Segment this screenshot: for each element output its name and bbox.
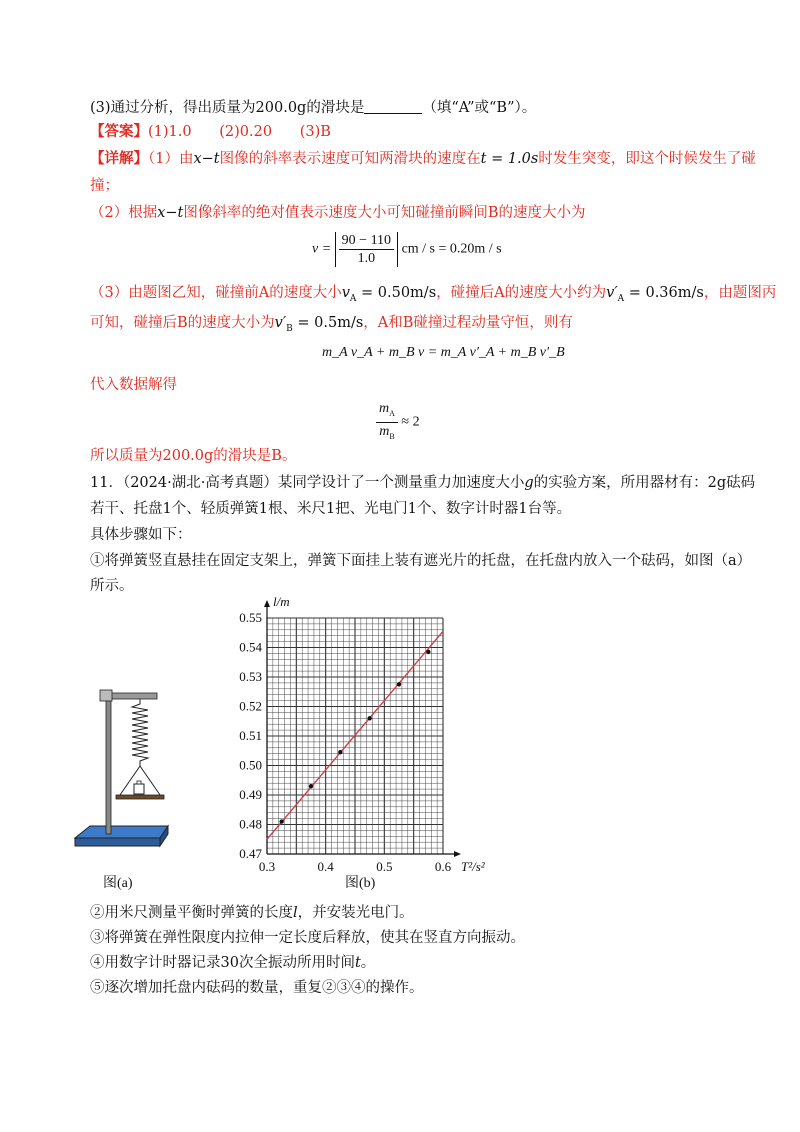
question-11-line3: 具体步骤如下： [90,527,192,543]
x-tick-label: 0.3 [258,859,276,874]
data-point [367,716,371,720]
detail-1: 【详解】（1）由x−t图像的斜率表示速度可知两滑块的速度在t = 1.0s时发生突变，即这个时候发生了碰 [90,150,756,167]
detail-1-cont: 撞； [90,178,119,194]
step-3: ③将弹簧在弹性限度内拉伸一定长度后释放，使其在竖直方向振动。 [90,930,525,946]
figure-b-caption: 图(b) [345,876,376,891]
y-tick-label: 0.52 [239,698,262,714]
question-3: (3)通过分析，得出质量为200.0g的滑块是 （填“A”或“B”）。 [90,100,537,116]
detail-conclusion: 所以质量为200.0g的滑块是B。 [90,448,297,464]
question-11-line2: 若干、托盘1个、轻质弹簧1根、米尺1把、光电门1个、数字计时器1台等。 [90,501,572,517]
y-tick-label: 0.49 [239,787,262,802]
figure-a-caption: 图(a) [103,876,133,891]
step-1-cont: 所示。 [90,578,134,594]
data-point [279,819,283,823]
y-tick-label: 0.48 [239,816,262,832]
weight [134,784,144,794]
y-axis-arrow [264,600,270,607]
apparatus-post [106,694,111,834]
question-11-line1: 11．（2024·湖北·高考真题）某同学设计了一个测量重力加速度大小g的实验方案，所用器材有：2g砝码 [90,475,756,491]
step-2: ②用米尺测量平衡时弹簧的长度l，并安装光电门。 [90,905,414,921]
y-tick-label: 0.51 [239,728,262,743]
y-tick-label: 0.55 [239,610,262,625]
x-tick-label: 0.5 [376,859,393,874]
step-5: ⑤逐次增加托盘内砝码的数量，重复②③④的操作。 [90,980,424,996]
tray [116,795,164,799]
data-point [338,750,342,754]
x-axis-arrow [454,851,461,857]
answer-blank [364,99,422,114]
step-4: ④用数字计时器记录30次全振动所用时间t。 [90,955,376,971]
y-tick-label: 0.54 [239,639,262,655]
x-axis-label: T²/s² [461,859,485,874]
detail-label: 【详解】 [90,150,148,167]
equation-momentum: m_A v_A + m_B v = m_A v′_A + m_B v′_B [322,345,565,360]
spring [132,699,148,766]
y-tick-label: 0.50 [239,757,262,773]
data-point [309,784,313,788]
answer-label: 【答案】 [90,123,148,140]
equation-velocity: v = $\frac{90 - 110}{1.0}$ cm / s = 0.20m / s [312,233,502,266]
x-tick-label: 0.6 [434,859,452,874]
equation-ratio: $\frac{m_A}{m_B}$ ≈ 2 [376,400,420,445]
data-point [397,682,401,686]
apparatus-base [75,826,168,838]
detail-substitute: 代入数据解得 [90,377,177,393]
y-tick-label: 0.53 [239,669,262,684]
figure-a-apparatus [70,680,170,865]
y-tick-label: 0.47 [239,846,262,861]
answer-line [90,122,331,142]
detail-3: （3）由题图乙知，碰撞前A的速度大小$v_A = 0.50m/s$，碰撞后A的速度大小约为$v'_A = 0.36m/s$，由题图丙 [90,285,777,304]
x-tick-label: 0.4 [317,859,334,874]
detail-2: （2）根据x−t图像斜率的绝对值表示速度大小可知碰撞前瞬间B的速度大小为 [90,205,586,221]
y-axis-label: l/m [273,594,290,609]
detail-3-cont: 可知，碰撞后B的速度大小为$v'_B = 0.5m/s$，A和B碰撞过程动量守恒，则有 [90,315,573,334]
data-point [426,650,430,654]
answer-text: (1)1.0 (2)0.20 (3)B [148,124,331,140]
figure-b-chart [225,590,515,880]
step-1: ①将弹簧竖直悬挂在固定支架上，弹簧下面挂上装有遮光片的托盘，在托盘内放入一个砝码，如图（a） [90,553,752,569]
